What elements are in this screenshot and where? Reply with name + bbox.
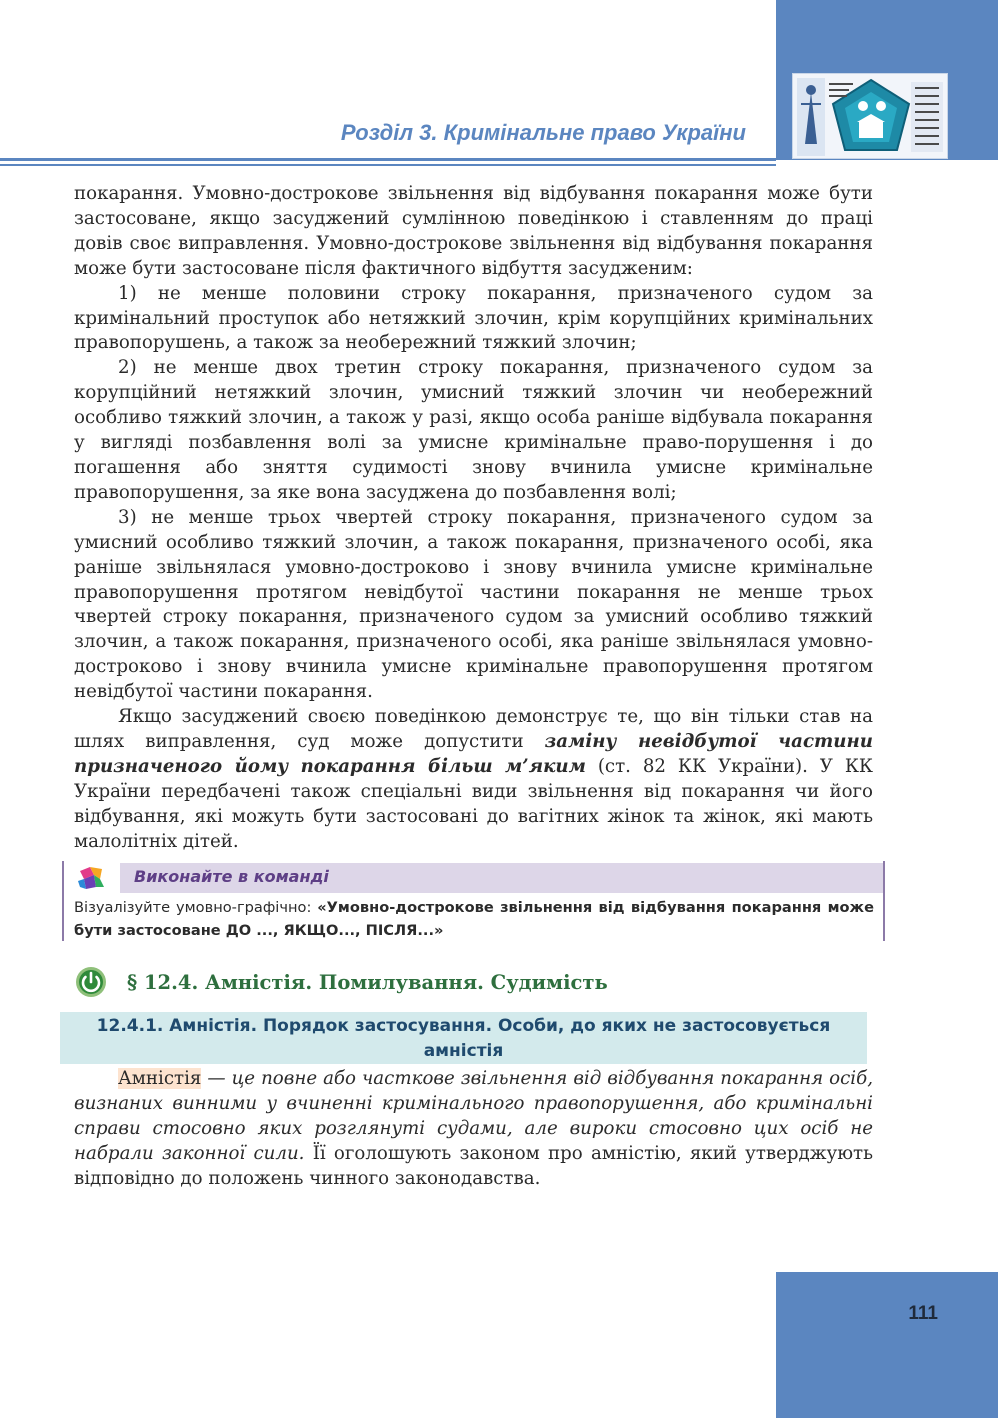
amnesty-rest: Її оголошують законом про амністію, який утверджують відповідно до положень чинного законодавства. xyxy=(74,1142,873,1189)
team-task-title: Виконайте в команді xyxy=(134,867,329,886)
paragraph-item-3: 3) не менше трьох чвертей строку покарання, призначеного судом за умисний особливо тяжкий злочин, а також покарання, призначеного особі, яка раніше звільнялася умовно-достроково і знову вчинила умисне кримінальне правопорушення протягом невідбутої частини покарання не менше трьох чвертей строку покарання, призначеного судом за умисний особливо тяжкий злочин, а також покарання, призначеного особі, яка раніше звільнялася умовно-достроково і знову вчинила умисне кримінальне правопорушення протягом невідбутої частини покарання. xyxy=(74,506,873,703)
team-task-quote: «Умовно-дострокове звільнення від відбування покарання може бути застосоване ДО ..., ЯКЩО..., ПІСЛЯ...» xyxy=(74,899,874,939)
chapter-title: Розділ 3. Кримінальне право України xyxy=(340,120,746,145)
paragraph-intro: покарання. Умовно-дострокове звільнення від відбування покарання може бути застосоване, якщо засуджений сумлінною поведінкою і ставленням до праці довів своє виправлення. Умовно-дострокове звільнення від відбування покарання може бути застосоване після фактичного відбуття засудженим: xyxy=(74,183,873,279)
team-task-box xyxy=(62,861,885,941)
power-icon xyxy=(75,966,107,998)
paragraph-special-release xyxy=(74,705,873,854)
section-heading: § 12.4. Амністія. Помилування. Судимість xyxy=(127,971,608,994)
team-task-instruction: Візуалізуйте умовно-графічно: xyxy=(74,899,318,916)
paragraph-item-2: 2) не менше двох третин строку покарання, призначеного судом за корупційний нетяжкий злочин, умисний тяжкий злочин чи необережний особливо тяжкий злочин, а також у разі, якщо особа раніше відбувала покарання у вигляді позбавлення волі за умисне кримінальне право-порушення і до погашення або зняття судимості знову вчинила умисне кримінальне правопорушення, за яке вона засуджена до позбавлення волі; xyxy=(74,357,873,503)
amnesty-definition-block xyxy=(74,1067,873,1192)
puzzle-team-icon xyxy=(74,863,110,893)
law-emblem-icon xyxy=(792,73,948,159)
amnesty-paragraph xyxy=(74,1067,873,1192)
paragraph-text: (ст. 82 КК України). У КК України передбачені також спеціальні види звільнення від покарання чи його відбування, які можуть бути застосовані до вагітних жінок та жінок, які мають малолітніх дітей. xyxy=(74,755,873,852)
header-rule xyxy=(0,158,776,161)
page-number: 111 xyxy=(908,1303,938,1324)
main-text-block xyxy=(74,182,873,854)
bottom-side-band xyxy=(776,1272,998,1418)
subsection-heading: 12.4.1. Амністія. Порядок застосування. Особи, до яких не застосовується амністія xyxy=(60,1012,867,1064)
team-task-header xyxy=(120,863,883,893)
emphasized-term: заміну невідбутої частини призначеного йому покарання більш м’яким xyxy=(74,730,873,777)
team-task-text xyxy=(74,896,874,942)
header-rule-thin xyxy=(0,164,776,166)
amnesty-definition: — це повне або часткове звільнення від відбування покарання осіб, визнаних винними у вчиненні кримінального правопорушення, або кримінальні справи стосовно яких розглянуті судами, але вироки стосовно цих осіб не набрали законної сили. xyxy=(74,1068,873,1164)
paragraph-text: Якщо засуджений своєю поведінкою демонструє те, що він тільки став на шлях виправлення, суд може допустити xyxy=(74,706,873,752)
amnesty-term: Амністія xyxy=(118,1068,202,1089)
paragraph-item-1: 1) не менше половини строку покарання, призначеного судом за кримінальний проступок або нетяжкий злочин, крім корупційних кримінальних правопорушень, а також за необережний тяжкий злочин; xyxy=(74,282,873,354)
